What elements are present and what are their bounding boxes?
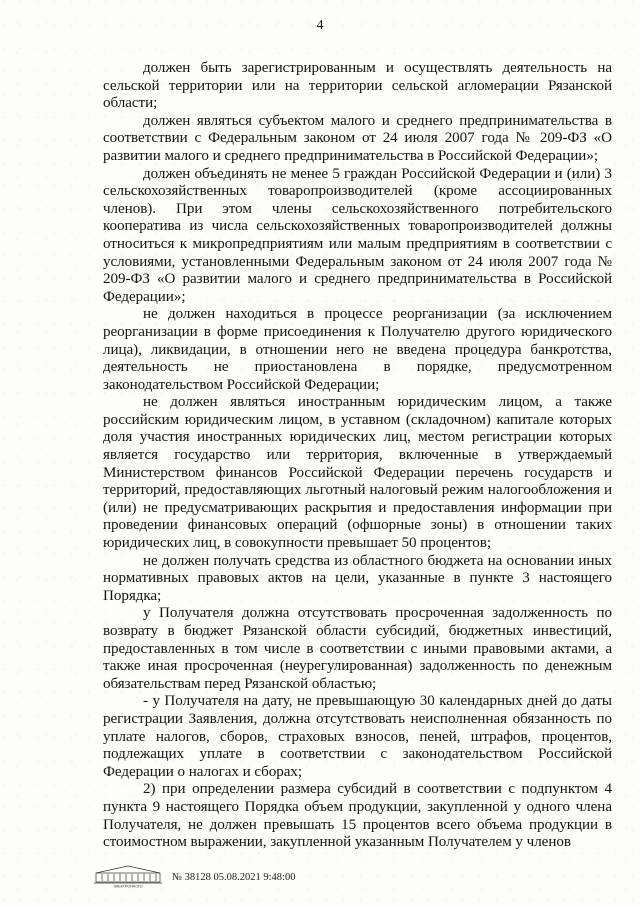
paragraph: должен являться субъектом малого и среднего предпринимательства в соответствии с Федеральным законом от 24 июля 2007 года № 209-ФЗ «О развитии малого и среднего предпринимательства в Российской Федерации»; [103, 112, 612, 164]
page-number: 4 [316, 18, 324, 33]
paragraph: не должен являться иностранным юридическим лицом, а также российским юридическим лицом, в уставном (складочном) капитале которых доля участия иностранных юридических лиц, местом регистрации которых является государство или территория, включенные в утверждаемый Министерством финансов Российской Федерации перечень государств и территорий, предоставляющих льготный налоговый режим налогообложения и (или) не предусматривающих раскрытия и предоставления информации при проведении финансовых операций (офшорные зоны) в отношении таких юридических лиц, в совокупности превышает 50 процентов; [103, 394, 612, 552]
paragraph: не должен находиться в процессе реорганизации (за исключением реорганизации в форме присоединения к Получателю другого юридического лица), ликвидации, в отношении него не введена процедура банкротства, деятельность не приостановлена в порядке, предусмотренном законодательством Российской Федерации; [103, 306, 612, 393]
paragraph: 2) при определении размера субсидий в соответствии с подпунктом 4 пункта 9 настоящего Порядка объем продукции, закупленной у одного члена Получателя, не должен превышать 15 процентов всего объема продукции в стоимостном выражении, закупленной указанным Получателем у членов [103, 781, 612, 851]
document-registration-info: № 38128 05.08.2021 9:48:00 [172, 872, 296, 883]
paragraph: не должен получать средства из областного бюджета на основании иных нормативных правовых актов на цели, указанные в пункте 3 настоящего Порядка; [103, 552, 612, 604]
paragraph: должен объединять не менее 5 граждан Российской Федерации и (или) 3 сельскохозяйственных товаропроизводителей (кроме ассоциированных членов). При этом члены сельскохозяйственного потребительского кооператива из числа сельскохозяйственных товаропроизводителей должны относиться к микропредприятиям или малым предприятиям в соответствии с условиями, установленными Федеральным законом от 24 июля 2007 года № 209-ФЗ «О развитии малого и среднего предпринимательства в Российской Федерации»; [103, 165, 612, 305]
paragraph: должен быть зарегистрированным и осуществлять деятельность на сельской территории или на территории сельской агломерации Рязанской области; [103, 60, 612, 112]
stamp-building-icon [92, 864, 164, 888]
document-body [103, 60, 612, 852]
stamp-caption: ЭЛЕКТРОННОГО [113, 884, 143, 888]
paragraph: - у Получателя на дату, не превышающую 30 календарных дней до даты регистрации Заявления, должна отсутствовать неисполненная обязанность по уплате налогов, сборов, страховых взносов, пеней, штрафов, процентов, подлежащих уплате в соответствии с законодательством Российской Федерации о налогах и сборах; [103, 693, 612, 780]
document-footer [92, 862, 492, 892]
paragraph: у Получателя должна отсутствовать просроченная задолженность по возврату в бюджет Рязанской области субсидий, бюджетных инвестиций, предоставленных в том числе в соответствии с иными правовыми актами, а также иная просроченная (неурегулированная) задолженность по денежным обязательствам перед Рязанской областью; [103, 605, 612, 692]
